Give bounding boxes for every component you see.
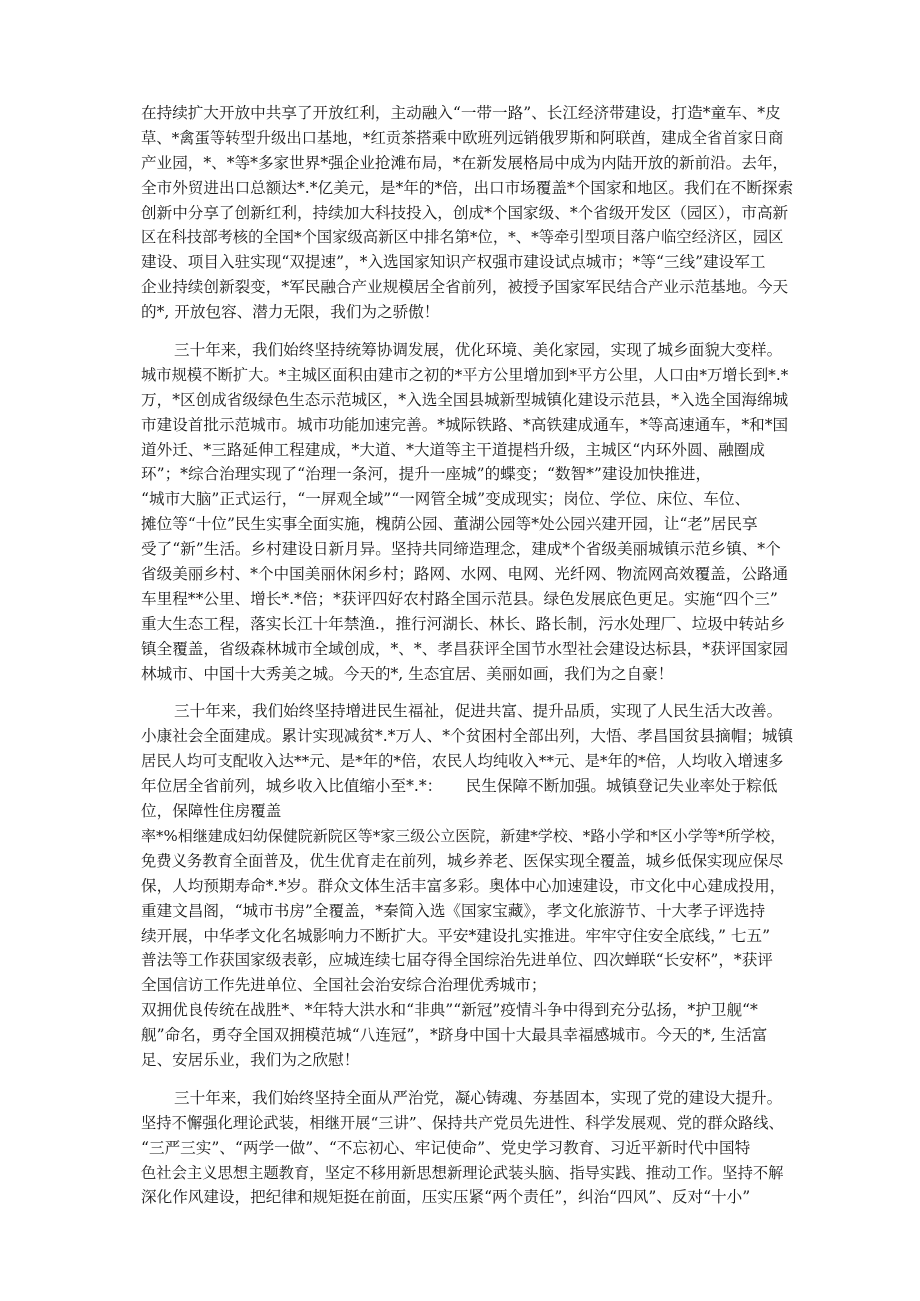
text-line: 全市外贸进出口总额达*.*亿美元，是*年的*倍，出口市场覆盖*个国家和地区。我们在不断探索 (141, 178, 794, 197)
text-line: 城市规模不断扩大。*主城区面积由建市之初的*平方公里增加到*平方公里，人口由*万增长到*.* (141, 365, 789, 384)
text-line: 道外迁、*三路延伸工程建成，*大道、*大道等主干道提档升级，主城区“内环外圆、融圈成 (141, 440, 765, 459)
text-line: 率*%相继建成妇幼保健院新院区等*家三级公立医院，新建*学校、*路小学和*区小学等*所学校， (141, 826, 786, 845)
text-line: 建设、项目入驻实现“双提速”，*入选国家知识产权强市建设试点城市；*等“三线”建设军工 (141, 253, 766, 272)
text-line: “三严三实”、“两学一做”、“不忘初心、牢记使命”、党史学习教育、习近平新时代中国特 (141, 1138, 751, 1157)
text-line: 草、*禽蛋等转型升级出口基地，*红贡茶搭乘中欧班列远销俄罗斯和阿联酋，建成全省首家日商 (141, 128, 784, 147)
text-line: 小康社会全面建成。累计实现减贫*.*万人、*个贫困村全部出列，大悟、孝昌国贫县摘帽；城镇 (141, 727, 794, 746)
paragraph-gap (141, 686, 795, 699)
text-line: 免费义务教育全面普及，优生优育走在前列，城乡养老、医保实现全覆盖，城乡低保实现应保尽 (141, 851, 784, 870)
text-line: 摊位等“十位”民生实事全面实施，槐荫公园、董湖公园等*处公园兴建开园，让“老”居民享 (141, 515, 758, 534)
text-line: 区在科技部考核的全国*个国家级高新区中排名第*位，*、*等牵引型项目落户临空经济区，园区 (141, 228, 784, 247)
text-line: 车里程**公里、增长*.*倍；*获评四好农村路全国示范县。绿色发展底色更足。实施“四个三” (141, 589, 778, 608)
text-line: 环”；*综合治理实现了“治理一条河，提升一座城”的蝶变；“数智*”建设加快推进， (141, 465, 712, 484)
text-line: 三十年来，我们始终坚持统筹协调发展，优化环境、美化家园，实现了城乡面貌大变样。 (174, 341, 783, 360)
text-line: 年位居全省前列，城乡收入比值缩小至*.*： 民生保障不断加强。城镇登记失业率处于粽低 (141, 777, 778, 796)
text-line: 镇全覆盖，省级森林城市全域创成，*、*、孝昌获评全国节水型社会建设达标县，*获评国家园 (141, 639, 789, 658)
text-line: 续开展，中华孝文化名城影响力不断扩大。平安*建设扎实推进。牢牢守住安全底线，” 七五” (141, 926, 771, 945)
paragraph-party-building (141, 1086, 795, 1210)
text-line: 双拥优良传统在战胜*、*年特大洪水和“非典”“新冠”疫情斗争中得到充分弘扬，*护卫舰“* (141, 1001, 758, 1020)
text-line: 舰”命名，勇夺全国双拥模范城“八连冠”，*跻身中国十大最具幸福感城市。今天的*, 生活富 (141, 1026, 768, 1045)
text-line: 林城市、中国十大秀美之城。今天的*, 生态宜居、美丽如画，我们为之自豪！ (141, 664, 674, 683)
paragraph-urban-development (141, 338, 795, 686)
text-line: 省级美丽乡村、*个中国美丽休闲乡村；路网、水网、电网、光纤网、物流网高效覆盖，公路通 (141, 565, 789, 584)
text-line: 居民人均可支配收入达**元、是*年的*倍，农民人均纯收入**元、是*年的*倍，人均收入增速多 (141, 752, 784, 771)
text-line: 创新中分享了创新红利，持续加大科技投入，创成*个国家级、*个省级开发区（园区），市高新 (141, 203, 789, 222)
text-line: 深化作风建设，把纪律和规矩挺在前面，压实压紧“两个责任”，纠治“四风”、反对“十小” (141, 1188, 751, 1207)
text-line: 万，*区创成省级绿色生态示范城区，*入选全国县城新型城镇化建设示范县，*入选全国海绵城 (141, 390, 789, 409)
text-line: 色社会主义思想主题教育，坚定不移用新思想新理论武装头脑、指导实践、推动工作。坚持不解 (141, 1163, 784, 1182)
paragraph-gap (141, 325, 795, 338)
text-line: 受了“新”生活。乡村建设日新月异。坚持共同缔造理念，建成*个省级美丽城镇示范乡镇、*个 (141, 540, 781, 559)
paragraph-gap (141, 1073, 795, 1086)
text-line: 足、安居乐业，我们为之欣慰！ (141, 1050, 360, 1069)
text-line: 保，人均预期寿命*.*岁。群众文体生活丰富多彩。奥体中心加速建设，市文化中心建成投用， (141, 876, 786, 895)
text-line: 的*, 开放包容、潜力无限，我们为之骄傲！ (141, 303, 440, 322)
text-line: 三十年来，我们始终坚持增进民生福祉，促进共富、提升品质，实现了人民生活大改善。 (174, 702, 783, 721)
paragraph-livelihood (141, 699, 795, 1072)
text-line: 重建文昌阁，“城市书房”全覆盖，*秦简入选《国家宝藏》，孝文化旅游节、十大孝子评选持 (141, 901, 766, 920)
text-line: 产业园，*、*等*多家世界*强企业抢滩布局，*在新发展格局中成为内陆开放的新前沿。去年， (141, 153, 789, 172)
text-line: 位，保障性住房覆盖 (141, 802, 282, 821)
paragraph-opening (141, 101, 795, 325)
document-body (141, 101, 795, 1210)
text-line: 重大生态工程，落实长江十年禁渔.，推行河湖长、林长、路长制，污水处理厂、垃圾中转站乡 (141, 614, 786, 633)
text-line: “城市大脑”正式运行，“一屏观全域”“一网管全城”变成现实；岗位、学位、床位、车位、 (141, 490, 751, 509)
text-line: 全国信访工作先进单位、全国社会治安综合治理优秀城市； (141, 976, 547, 995)
text-line: 坚持不懈强化理论武装，相继开展“三讲”、保持共产党员先进性、科学发展观、党的群众路线、 (141, 1113, 784, 1132)
text-line: 市建设首批示范城市。城市功能加速完善。*城际铁路、*高铁建成通车，*等高速通车，*和*国 (141, 415, 789, 434)
text-line: 三十年来，我们始终坚持全面从严治党，凝心铸魂、夯基固本，实现了党的建设大提升。 (174, 1088, 783, 1107)
text-line: 企业持续创新裂变，*军民融合产业规模居全省前列，被授予国家军民结合产业示范基地。今天 (141, 278, 789, 297)
text-line: 在持续扩大开放中共享了开放红利，主动融入“一带一路”、长江经济带建设，打造*童车、*皮 (141, 104, 781, 122)
text-line: 普法等工作获国家级表彰，应城连续七届夺得全国综治先进单位、四次蝉联“长安杯”，*获评 (141, 951, 773, 970)
